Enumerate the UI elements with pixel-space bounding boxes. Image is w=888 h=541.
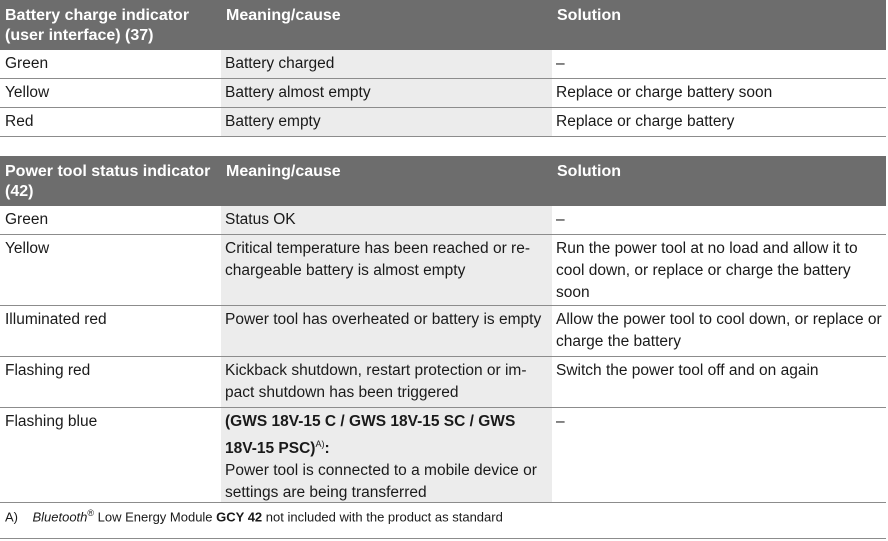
- footnote: [5, 508, 503, 524]
- indicator-cell: Yellow: [5, 240, 50, 257]
- table-row: [0, 408, 886, 503]
- solution-cell: Replace or charge battery soon: [556, 84, 773, 101]
- solution-cell: –: [556, 211, 565, 228]
- footnote-text2: not included with the product as standard: [262, 509, 503, 525]
- footnote-marker: A): [5, 509, 18, 525]
- table-row: [0, 357, 886, 408]
- meaning-cell: Critical temperature has been reached or rechargeable battery is almost empty: [221, 235, 552, 305]
- indicator-cell: Flashing blue: [5, 413, 98, 430]
- solution-cell: Run the power tool at no load and allow it to cool down, or replace or charge the battery soon: [556, 240, 858, 301]
- footnote-ref: A): [315, 439, 325, 449]
- solution-cell: –: [556, 413, 565, 430]
- table-row: [0, 79, 886, 108]
- meaning-cell: Battery charged: [221, 50, 552, 78]
- power-tool-status-table: [0, 156, 886, 503]
- table-row: [0, 235, 886, 306]
- indicator-cell: Green: [5, 211, 49, 228]
- model-list: (GWS 18V-15 C / GWS 18V-15 SC / GWS 18V-15 PSC): [225, 413, 516, 458]
- footnote-bluetooth: Bluetooth: [32, 509, 88, 525]
- meaning-cell: Battery empty: [221, 108, 552, 136]
- footnote-text1: Low Energy Module: [94, 509, 217, 525]
- table-row: [0, 108, 886, 137]
- table-header: [0, 156, 886, 206]
- solution-cell: –: [556, 55, 565, 72]
- header-indicator: Battery charge indicator (user interface) (37): [5, 7, 190, 44]
- meaning-cell: Battery almost empty: [221, 79, 552, 107]
- table-header: [0, 0, 886, 50]
- meaning-cell: [221, 408, 552, 502]
- table-row: [0, 50, 886, 79]
- solution-cell: Replace or charge battery: [556, 113, 735, 130]
- battery-charge-table: [0, 0, 886, 137]
- header-meaning: Meaning/cause: [226, 7, 341, 24]
- meaning-text: Power tool is connected to a mobile device or settings are being transferred: [225, 462, 537, 502]
- indicator-cell: Red: [5, 113, 34, 130]
- solution-cell: Switch the power tool off and on again: [556, 362, 819, 379]
- indicator-cell: Yellow: [5, 84, 50, 101]
- indicator-cell: Flashing red: [5, 362, 91, 379]
- footnote-module: GCY 42: [216, 509, 263, 525]
- header-solution: Solution: [557, 163, 621, 180]
- solution-cell: Allow the power tool to cool down, or replace or charge the battery: [556, 311, 882, 350]
- bottom-divider: [0, 538, 886, 539]
- header-solution: Solution: [557, 7, 621, 24]
- colon: :: [324, 440, 330, 458]
- indicator-cell: Green: [5, 55, 49, 72]
- meaning-cell: Power tool has overheated or battery is empty: [221, 306, 552, 356]
- header-meaning: Meaning/cause: [226, 163, 341, 180]
- registered-mark: ®: [87, 508, 95, 518]
- header-indicator: Power tool status indicator (42): [5, 163, 211, 200]
- indicator-cell: Illuminated red: [5, 311, 107, 328]
- meaning-cell: Kickback shutdown, restart protection or impact shutdown has been triggered: [221, 357, 552, 407]
- meaning-cell: Status OK: [221, 206, 552, 234]
- table-row: [0, 306, 886, 357]
- table-row: [0, 206, 886, 235]
